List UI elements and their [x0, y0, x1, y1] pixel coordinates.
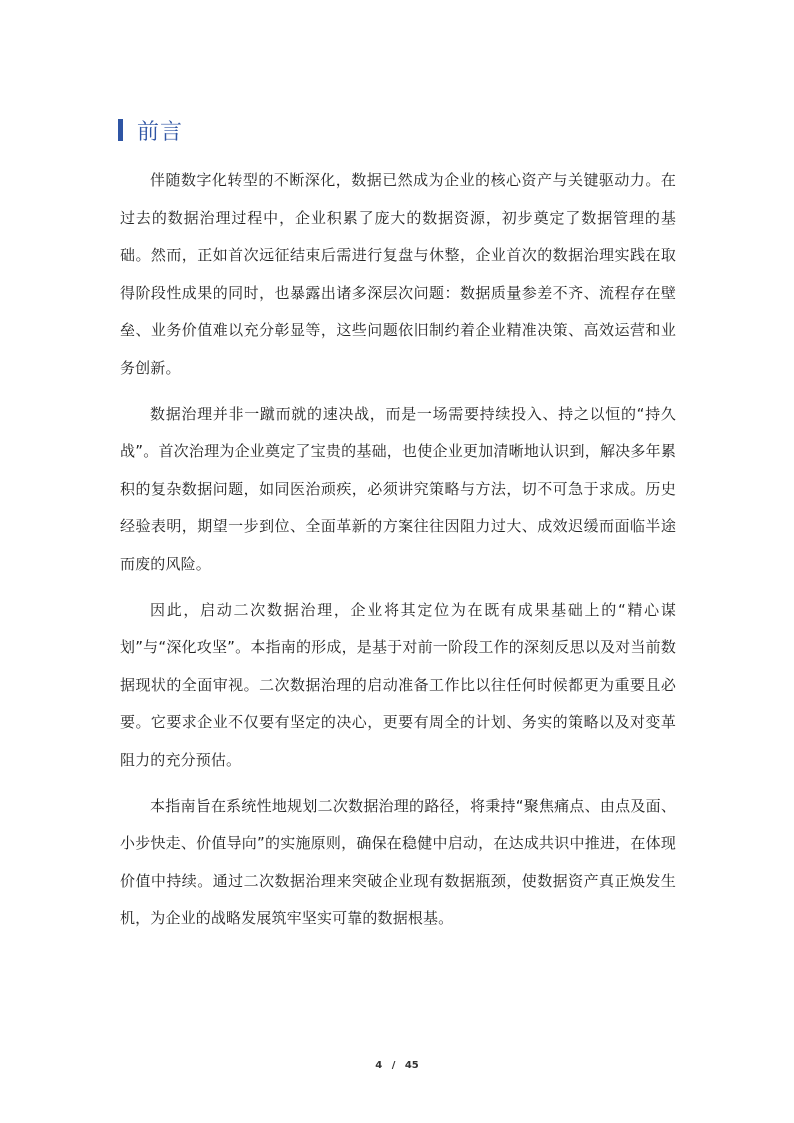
heading-accent-bar: [118, 119, 123, 141]
paragraph: 数据治理并非一蹴而就的速决战，而是一场需要持续投入、持之以恒的“持久战”。首次治理为企业奠定了宝贵的基础，也使企业更加清晰地认识到，解决多年累积的复杂数据问题，如同医治顽疾，必须讲究策略与方法，切不可急于求成。历史经验表明，期望一步到位、全面革新的方案往往因阻力过大、成效迟缓而面临半途而废的风险。: [120, 404, 676, 573]
page-separator: /: [391, 1060, 396, 1071]
paragraph: 伴随数字化转型的不断深化，数据已然成为企业的核心资产与关键驱动力。在过去的数据治理过程中，企业积累了庞大的数据资源，初步奠定了数据管理的基础。然而，正如首次远征结束后需进行复盘与休整，企业首次的数据治理实践在取得阶段性成果的同时，也暴露出诸多深层次问题：数据质量参差不齐、流程存在壁垒、业务价值难以充分彰显等，这些问题依旧制约着企业精准决策、高效运营和业务创新。: [120, 171, 676, 377]
total-page-count: 45: [404, 1060, 419, 1071]
section-heading: [118, 116, 183, 144]
paragraph: 因此，启动二次数据治理，企业将其定位为在既有成果基础上的“精心谋划”与“深化攻坚”。本指南的形成，是基于对前一阶段工作的深刻反思以及对当前数据现状的全面审视。二次数据治理的启动准备工作比以往任何时候都更为重要且必要。它要求企业不仅要有坚定的决心，更要有周全的计划、务实的策略以及对变革阻力的充分预估。: [120, 600, 676, 769]
section-title: 前言: [137, 119, 184, 145]
current-page-number: 4: [375, 1060, 383, 1071]
paragraph: 本指南旨在系统性地规划二次数据治理的路径，将秉持“聚焦痛点、由点及面、小步快走、价值导向”的实施原则，确保在稳健中启动，在达成共识中推进，在体现价值中持续。通过二次数据治理来突破企业现有数据瓶颈，使数据资产真正焕发生机，为企业的战略发展筑牢坚实可靠的数据根基。: [120, 796, 676, 928]
body-text: [120, 162, 676, 946]
page-footer: [0, 1060, 794, 1071]
